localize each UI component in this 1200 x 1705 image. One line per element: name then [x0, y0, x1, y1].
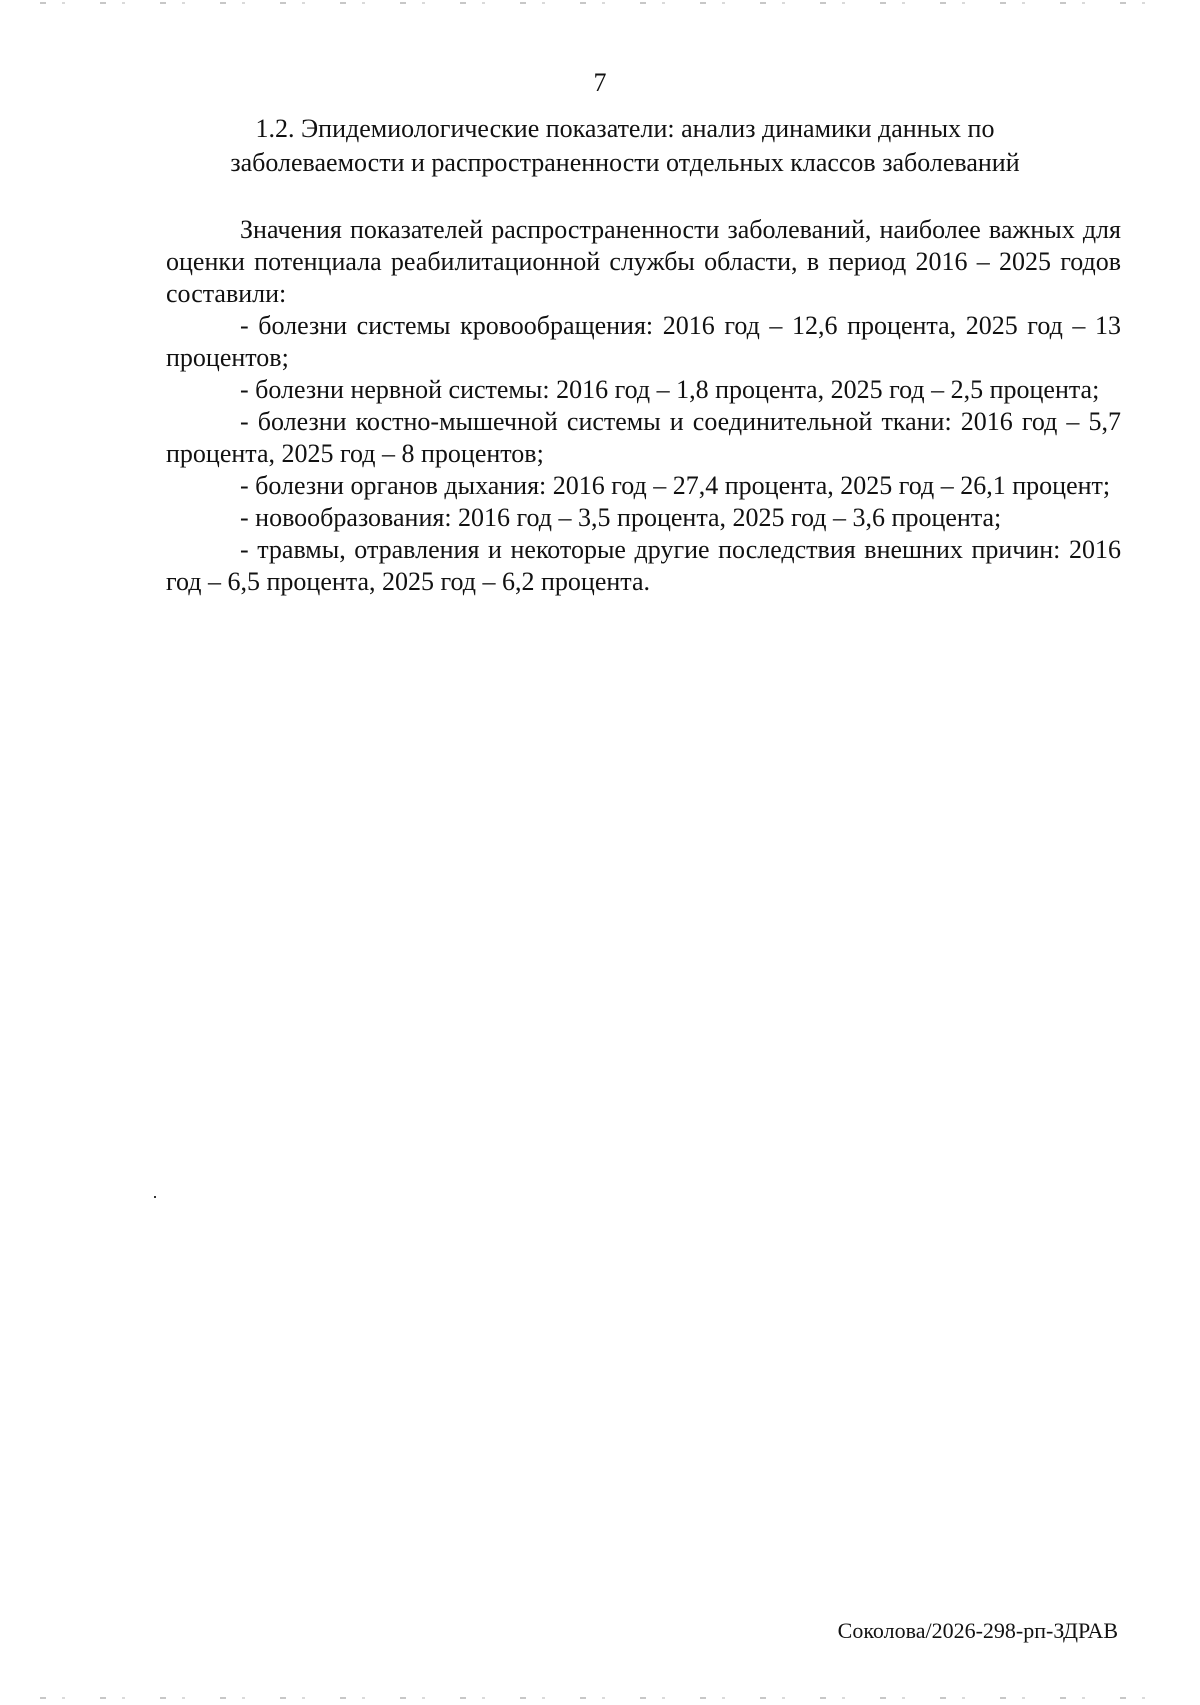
body-text — [166, 214, 1121, 598]
scan-edge-bottom — [40, 1697, 1160, 1699]
section-heading — [150, 112, 1100, 180]
list-item-circulatory: - болезни системы кровообращения: 2016 год – 12,6 процента, 2025 год – 13 процентов; — [166, 311, 1121, 372]
page-number: 7 — [593, 68, 607, 97]
list-item-nervous: - болезни нервной системы: 2016 год – 1,8 процента, 2025 год – 2,5 процента; — [240, 375, 1100, 404]
scan-edge-top — [40, 2, 1160, 4]
intro-paragraph: Значения показателей распространенности заболеваний, наиболее важных для оценки потенциала реабилитационной службы области, в период 2016 – 2025 годов составили: — [166, 215, 1121, 308]
section-heading-line-2: заболеваемости и распространенности отдельных классов заболеваний — [230, 148, 1020, 177]
list-item-respiratory: - болезни органов дыхания: 2016 год – 27,4 процента, 2025 год – 26,1 процент; — [240, 471, 1111, 500]
section-heading-line-1: 1.2. Эпидемиологические показатели: анализ динамики данных по — [255, 114, 995, 143]
footer-document-code: Соколова/2026-298-рп-ЗДРАВ — [837, 1618, 1118, 1643]
list-item-neoplasms: - новообразования: 2016 год – 3,5 процента, 2025 год – 3,6 процента; — [240, 503, 1002, 532]
list-item-injuries: - травмы, отравления и некоторые другие последствия внешних причин: 2016 год – 6,5 процента, 2025 год – 6,2 процента. — [166, 535, 1121, 596]
scan-artifact-dot — [154, 1196, 156, 1198]
list-item-musculoskeletal: - болезни костно-мышечной системы и соединительной ткани: 2016 год – 5,7 процента, 2025 год – 8 процентов; — [166, 407, 1121, 468]
